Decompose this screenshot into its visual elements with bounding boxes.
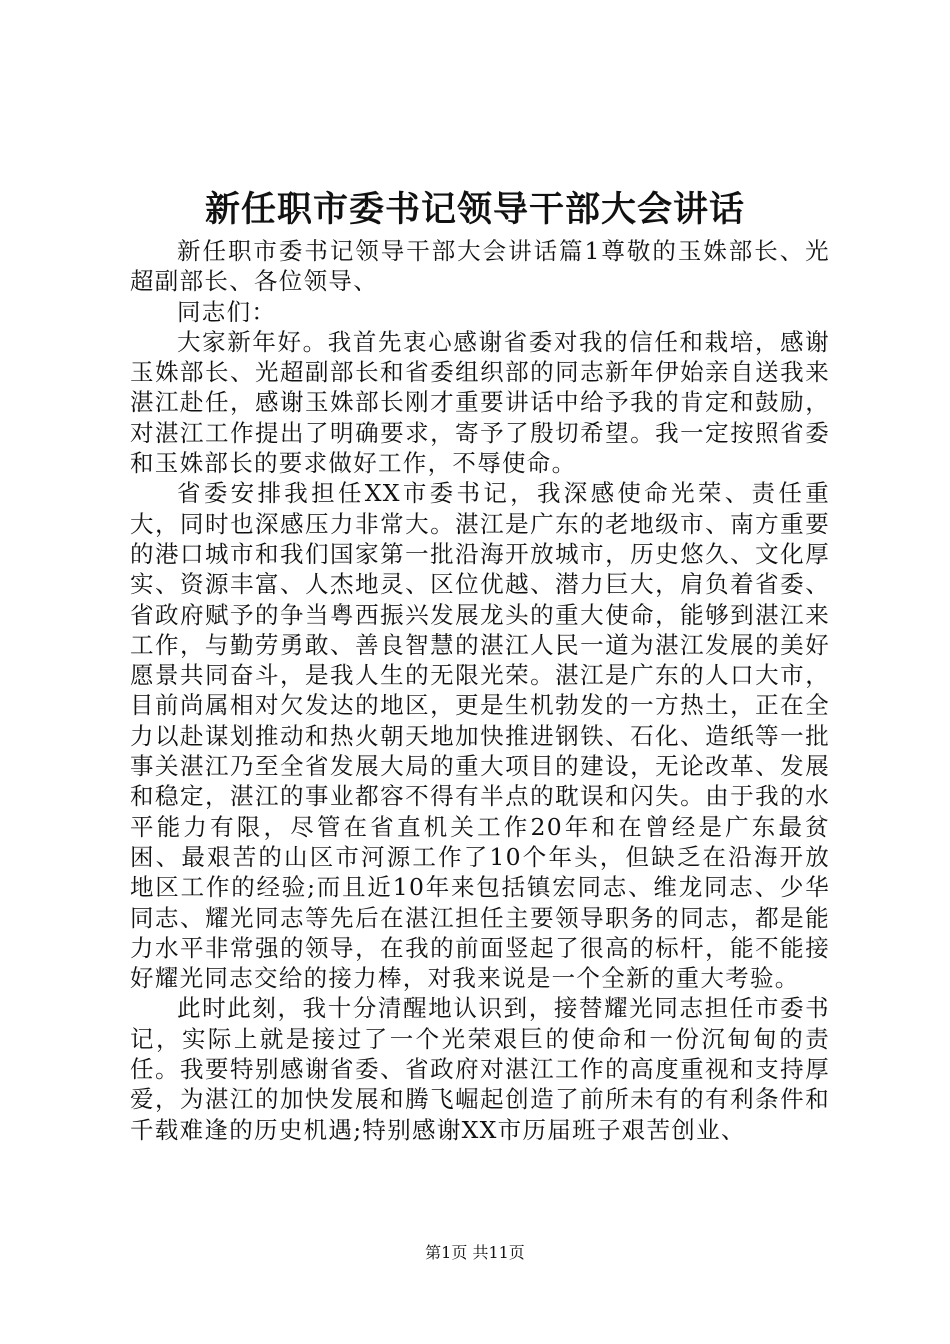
paragraph-opening: 新任职市委书记领导干部大会讲话篇1尊敬的玉姝部长、光超副部长、各位领导、 xyxy=(130,237,830,296)
paragraph-salutation: 同志们： xyxy=(177,297,277,326)
document-body xyxy=(130,236,830,1145)
paragraph-greeting: 大家新年好。我首先衷心感谢省委对我的信任和栽培，感谢玉姝部长、光超副部长和省委组织部的同志新年伊始亲自送我来湛江赴任，感谢玉姝部长刚才重要讲话中给予我的肯定和鼓励，对湛江工作提出了明确要求，寄予了殷切希望。我一定按照省委和玉姝部长的要求做好工作，不辱使命。 xyxy=(130,327,830,478)
page-number-footer: 第1页 共11页 xyxy=(425,1243,525,1262)
paragraph-appointment: 省委安排我担任XX市委书记，我深感使命光荣、责任重大，同时也深感压力非常大。湛江是广东的老地级市、南方重要的港口城市和我们国家第一批沿海开放城市，历史悠久、文化厚实、资源丰富、人杰地灵、区位优越、潜力巨大，肩负着省委、省政府赋予的争当粤西振兴发展龙头的重大使命，能够到湛江来工作，与勤劳勇敢、善良智慧的湛江人民一道为湛江发展的美好愿景共同奋斗，是我人生的无限光荣。湛江是广东的人口大市，目前尚属相对欠发达的地区，更是生机勃发的一方热土，正在全力以赴谋划推动和热火朝天地加快推进钢铁、石化、造纸等一批事关湛江乃至全省发展大局的重大项目的建设，无论改革、发展和稳定，湛江的事业都容不得有半点的耽误和闪失。由于我的水平能力有限，尽管在省直机关工作20年和在曾经是广东最贫困、最艰苦的山区市河源工作了10个年头，但缺乏在沿海开放地区工作的经验;而且近10年来包括镇宏同志、维龙同志、少华同志、耀光同志等先后在湛江担任主要领导职务的同志，都是能力水平非常强的领导，在我的前面竖起了很高的标杆，能不能接好耀光同志交给的接力棒，对我来说是一个全新的重大考验。 xyxy=(130,479,830,993)
document-title: 新任职市委书记领导干部大会讲话 xyxy=(204,189,745,230)
paragraph-responsibility: 此时此刻，我十分清醒地认识到，接替耀光同志担任市委书记，实际上就是接过了一个光荣艰巨的使命和一份沉甸甸的责任。我要特别感谢省委、省政府对湛江工作的高度重视和支持厚爱，为湛江的加快发展和腾飞崛起创造了前所未有的有利条件和千载难逢的历史机遇;特别感谢XX市历届班子艰苦创业、 xyxy=(130,994,830,1144)
